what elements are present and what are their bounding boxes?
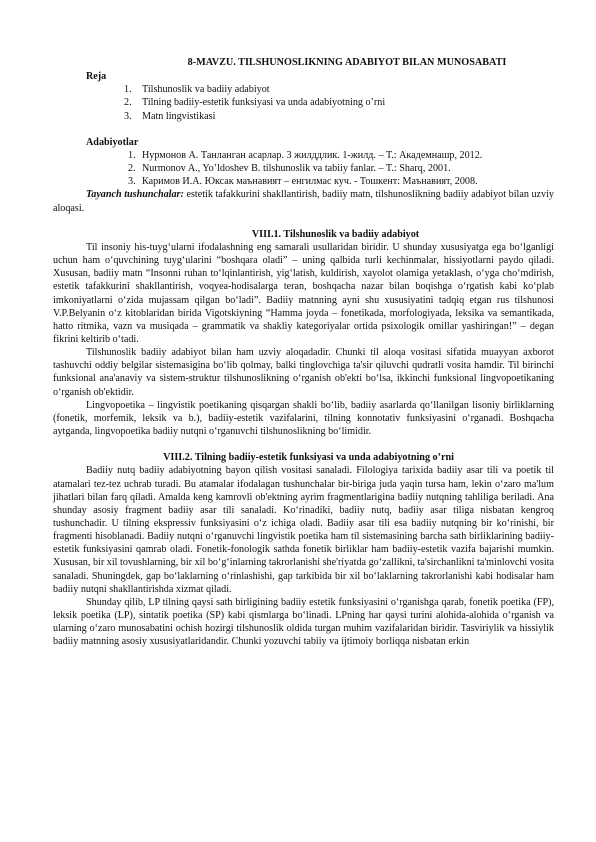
page-title: 8-MAVZU. TILSHUNOSLIKNING ADABIYOT BILAN MUNOSABATI — [187, 57, 507, 68]
plan-item — [86, 83, 554, 96]
keywords-paragraph — [53, 188, 554, 214]
main-text — [53, 188, 554, 648]
bibliography-item — [86, 149, 554, 162]
bibliography-item-number: 1. — [128, 149, 136, 161]
spacer — [86, 123, 554, 136]
plan-list — [86, 83, 554, 122]
plan-item-text: Tilshunoslik va badiiy adabiyot — [142, 84, 270, 96]
plan-item-number: 2. — [124, 97, 132, 109]
plan-item-text: Matn lingvistikasi — [142, 110, 216, 122]
section-1-paragraph: Tilshunoslik badiiy adabiyot bilan ham uzviy aloqadadir. Chunki til aloqa vositasi sifatida muayyan axborot tashuvchi oddiy belgilar sistemasigina bo‘lib qolmay, balki tinglovchiga ta'sir qiluvchi qudratli vosita hamdir. Til birinchi funksional ana'anaviy va sistem-struktur tilshunoslikning o‘rganish ob'ekti bo‘lsa, ikkinchi funksional lingvopoetikaning o‘rganish ob'ektidir. — [53, 347, 554, 398]
bibliography-item — [86, 162, 554, 175]
bibliography-list — [86, 149, 554, 188]
bibliography-item-text: Каримов И.А. Юксак маънавият – енгилмас куч. - Тошкент: Маънавият, 2008. — [142, 176, 478, 188]
section-2-heading: VIII.2. Tilning badiiy-estetik funksiyasi va unda adabiyotning o’rni — [163, 452, 454, 464]
keywords-text: estetik tafakkurini shakllantirish, badiiy matn, tilshunoslikning badiiy adabiyot bilan uzviy aloqasi. — [53, 189, 554, 214]
bibliography-item-text: Nurmonov A., Yo’ldoshev B. tilshunoslik va tabiiy fanlar. – T.: Sharq, 2001. — [142, 163, 451, 175]
plan-item — [86, 96, 554, 109]
section-1-paragraph: Lingvopoetika – lingvistik poetikaning qisqargan shakli bo‘lib, badiiy asarlarda qo‘llanilgan lisoniy birliklarning (fonetik, morfemik, leksik va b.), badiiy-estetik vazifalarini, tilning konnotativ funksiyasini o‘rganadi. Boshqacha aytganda, lingvopoetika badiiy nutqni o‘rganuvchi tilshunoslikning bo‘limidir. — [53, 399, 554, 438]
bibliography-label: Adabiyotlar — [86, 136, 139, 148]
keywords-label: Tayanch tushunchalar: — [86, 189, 184, 201]
bibliography-item-text: Нурмонов А. Танланган асарлар. 3 жилддлик. 1-жилд. – Т.: Академнашр, 2012. — [142, 149, 483, 161]
plan-label: Reja — [86, 71, 107, 83]
section-2-paragraph: Shunday qilib, LP tilning qaysi sath birligining badiiy estetik funksiyasini o‘rganishga qarab, fonetik poetika (FP), leksik poetika (LP), sintatik poetika (SP) kabi qismlarga bo‘linadi. LPning har qaysi turini alohida-alohida o‘rganish va ularning o‘zaro munosabatini ochish hozirgi tilshunoslik oldida turgan muhim vazifalaridan biridir. Tasviriylik va hissiylik badiiy matnning asosiy xususiyatlaridandir. Chunki yozuvchi tabiiy va ijtimoiy borliqqa nisbatan erkin — [53, 596, 554, 648]
plan-item-text: Tilning badiiy-estetik funksiyasi va unda adabiyotning o’rni — [142, 97, 386, 109]
bibliography-item-number: 3. — [128, 176, 136, 188]
section-2-paragraph: Badiiy nutq badiiy adabiyotning bayon qilish vositasi sanaladi. Filologiya tarixida badiiy asar tili va poetik til atamalari tez-tez uchrab turadi. Bu atamalar ifodalagan tushunchalar bir-biriga juda yaqin tursa ham, lekin o‘zaro ma'lum jihatlari bilan farq qiladi. Amalda keng kamrovli ob'ektning ayrim fragmentlarigina badiiy nutqning tahliliga beriladi. Ana shunday asosiy fragment badiiy asar tili sanaladi. Ko‘rinadiki, badiiy nutq, badiiy asar tiliga nisbatan kengroq tushunchadir. U tilning ekspressiv funksiyasini o‘z ichiga oladi. Badiiy asar tili esa badiiy nutqning bir ko‘rinishi, bir fragmenti hisoblanadi. Badiiy nutqni o‘rganuvchi lingvistik poetika ham til sistemasining barcha sath birliklarining badiiy-estetik funksiyasini qamrab oladi. Fonetik-fonologik sathda fonetik birliklar ham badiiy-estetik vazifa bajarishi mumkin. Xususan, bir xil tovushlarning, bir xil bo‘g‘inlarning takrorlanishi she'riyatda go‘zallikni, ta'sirchanlikni ta'minlovchi vosita sanaladi. Shuningdek, gap bo‘laklarning o‘rinlashishi, gap tarkibida bir xil bo‘laklarning takrorlanishi kabi hodisalar ham badiiy nutqni shakllantirishda xizmat qiladi. — [53, 465, 554, 595]
plan-item — [86, 110, 554, 123]
section-1-heading: VIII.1. Tilshunoslik va badiiy adabiyot — [251, 228, 420, 240]
plan-item-number: 1. — [124, 84, 132, 96]
document-body — [53, 56, 554, 649]
bibliography-item — [86, 175, 554, 188]
plan-item-number: 3. — [124, 110, 132, 122]
bibliography-item-number: 2. — [128, 163, 136, 175]
section-1-paragraph: Til insoniy his-tuyg‘ularni ifodalashning eng samarali usullaridan biridir. U shunday xususiyatga ega bo‘lganligi uchun ham o‘quvchining tuyg‘ularini “boshqara oladi” – uning qalbida turli kechinmalar, hissiyotlarni paydo qiladi. Xususan, badiiy matn “Insonni ruhan to‘lqinlantirish, yig‘latish, kuldirish, xayolot olamiga yetaklash, o‘yga cho‘mdirish, estetik tafakkurini shakllantirish, voqyea-hodisalarga teran, boshqacha nazar bilan boqishga o‘rgatish kabi ko‘plab imkoniyatlarni o‘zida mujassam qilgan bo‘ladi”. Badiiy matnning ayni shu xususiyatini tadqiq etgan rus tilshunosi V.P.Belyanin o‘z kitoblaridan birida Vigotskiyning “Hamma joyda – fonetikada, morfologiyada, leksika va semantikada, hatto ritmika, vazn va musiqada – grammatik va shakliy kategoriyalar ortida psixologik omillar yashiringan!” – degan fikrini keltirib o‘tadi. — [53, 241, 554, 345]
